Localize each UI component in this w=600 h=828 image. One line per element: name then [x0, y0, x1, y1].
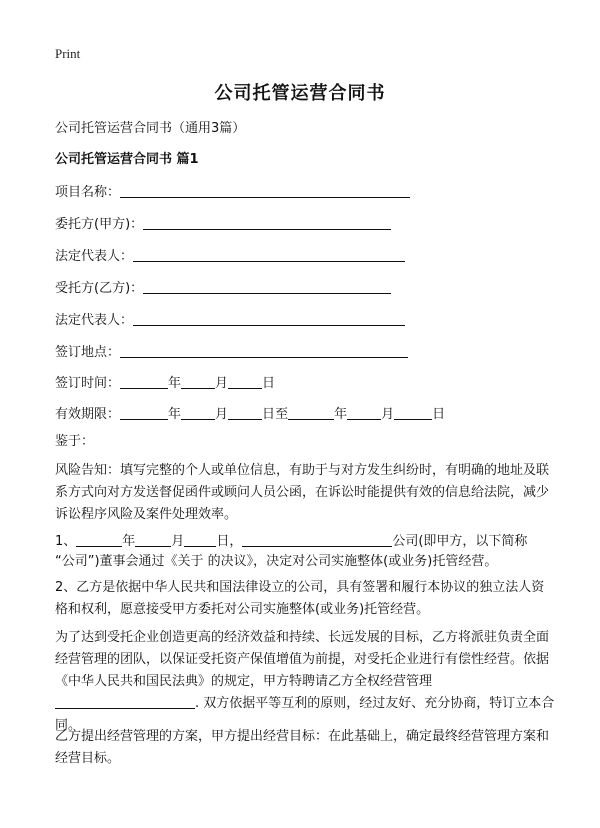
- place-blank[interactable]: [120, 342, 408, 358]
- field-label: 法定代表人：: [55, 249, 134, 264]
- clause-1-line-2: “公司”)董事会通过《关于 的决议》，决定对公司实施整体(或业务)托管经营。: [55, 554, 498, 569]
- project-name-blank[interactable]: [120, 182, 410, 198]
- trustee-blank[interactable]: [143, 278, 391, 294]
- field-legal-rep-1: [55, 245, 405, 264]
- field-place: [55, 341, 408, 360]
- client-blank[interactable]: [143, 214, 391, 230]
- document-subtitle: 公司托管运营合同书（通用3篇）: [55, 121, 246, 136]
- end-year-blank[interactable]: [288, 404, 334, 420]
- start-month-blank[interactable]: [181, 404, 215, 420]
- purpose-text: 为了达到受托企业创造更高的经济效益和持续、长远发展的目标，乙方将派驻负责全面经营管理的团队，以保证受托资产保值增值为前提，对受托企业进行有偿性经营。依据《中华人民共和国民法典》的规定，甲方特聘请乙方全权经营管理: [55, 630, 550, 689]
- company-name-blank[interactable]: [242, 531, 392, 547]
- day-unit: 日: [262, 407, 276, 422]
- field-label: 有效期限：: [55, 407, 121, 422]
- field-label: 委托方(甲方)：: [55, 217, 144, 232]
- year-unit: 年: [168, 376, 182, 391]
- start-day-blank[interactable]: [228, 404, 262, 420]
- day-unit: 日: [216, 534, 230, 549]
- end-month-blank[interactable]: [347, 404, 381, 420]
- month-unit: 月: [215, 407, 229, 422]
- section-heading: 公司托管运营合同书 篇1: [55, 152, 199, 167]
- clause-1-number: 1、: [55, 534, 77, 549]
- start-year-blank[interactable]: [120, 404, 168, 420]
- field-label: 受托方(乙方)：: [55, 281, 144, 296]
- year-blank[interactable]: [120, 373, 168, 389]
- legal-rep-2-blank[interactable]: [133, 310, 405, 326]
- month-blank[interactable]: [181, 373, 215, 389]
- field-trustee: [55, 277, 391, 296]
- document-title: 公司托管运营合同书: [214, 83, 386, 104]
- field-client: [55, 213, 391, 232]
- field-time: [55, 372, 275, 391]
- final-paragraph: 乙方提出经营管理的方案，甲方提出经营目标：在此基础上，确定最终经营管理方案和经营目标。: [55, 729, 550, 766]
- print-link[interactable]: Print: [55, 46, 81, 61]
- day-unit: 日: [262, 376, 276, 391]
- field-label: 签订时间：: [55, 376, 121, 391]
- end-day-blank[interactable]: [394, 404, 432, 420]
- field-label: 签订地点：: [55, 345, 121, 360]
- field-legal-rep-2: [55, 309, 405, 328]
- month-unit: 月: [171, 534, 185, 549]
- whereas-label: 鉴于：: [55, 434, 95, 449]
- clause1-day-blank[interactable]: [184, 531, 216, 547]
- field-label: 法定代表人：: [55, 313, 134, 328]
- day-blank[interactable]: [228, 373, 262, 389]
- management-scope-blank[interactable]: [55, 693, 195, 709]
- clause-2: 2、乙方是依据中华人民共和国法律设立的公司，具有签署和履行本协议的独立法人资格和权利，愿意接受甲方委托对公司实施整体(或业务)托管经营。: [55, 580, 545, 617]
- purpose-paragraph: [55, 627, 555, 737]
- risk-notice: 风险告知：填写完整的个人或单位信息，有助于与对方发生纠纷时，有明确的地址及联系方式向对方发送督促函件或顾问人员公函，在诉讼时能提供有效的信息给法院，减少诉讼程序风险及案件处理效率。: [55, 463, 550, 522]
- year-unit: 年: [168, 407, 182, 422]
- month-unit: 月: [381, 407, 395, 422]
- clause1-month-blank[interactable]: [135, 531, 171, 547]
- year-unit: 年: [334, 407, 348, 422]
- day-unit: 日: [432, 407, 446, 422]
- field-validity: [55, 403, 445, 422]
- to-word: 至: [275, 407, 289, 422]
- clause1-year-blank[interactable]: [76, 531, 122, 547]
- field-project: [55, 181, 410, 200]
- field-label: 项目名称：: [55, 185, 121, 200]
- clause-1-company-suffix: 公司(即甲方，以下简称: [392, 534, 528, 549]
- year-unit: 年: [122, 534, 136, 549]
- legal-rep-1-blank[interactable]: [133, 246, 405, 262]
- month-unit: 月: [215, 376, 229, 391]
- clause-1-line-1: 1、 年 月 日， 公司(即甲方，以下简称: [55, 530, 527, 549]
- purpose-tail: . 双方依据平等互利的原则，经过友好、充分协商，特订立本合同。: [55, 696, 555, 733]
